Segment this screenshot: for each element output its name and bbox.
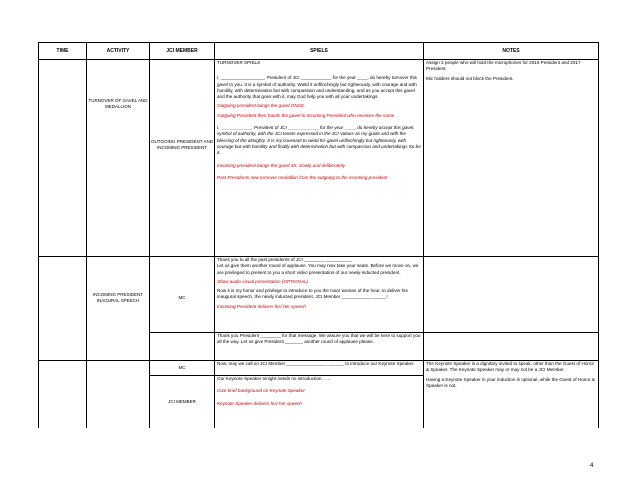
member-jci-member: JCI MEMBER (168, 398, 196, 404)
table-col-divider (149, 42, 150, 428)
stage-direction: Outgoing President then hands the gavel to Incoming President who receives the same (217, 112, 395, 118)
stage-direction: Show audio visual presentation (OPTIONAL) (217, 278, 309, 284)
spiel-text: Now it is my honor and privilege to introduce to you the man/ woman of the hour, to deliver his inaugural speech, the newly inducted president, JCI Member ____________ _____! (217, 288, 408, 300)
header-spiels: SPIELS (310, 48, 328, 54)
table-border-left (38, 42, 39, 428)
spiel-text: Let us give them another round of applause. You may now take your seats. Before we move on, we are privileged to present to you a short video presentation of our newly-inducted president. (217, 263, 419, 275)
header-jci-member: JCI MEMBER (166, 48, 198, 54)
header-time: TIME (56, 48, 69, 54)
stage-direction: Outgoing president bangs the gavel ONCE. (217, 103, 306, 109)
stage-direction: Incoming President delivers his/ her speech (217, 303, 306, 309)
spiel-incoming-oath: I, ____________, President of JCI ____________ for the year ____, do hereby accept this gavel, symbol of authority, with the JCI tenets expressed in the JCI Values as my guide and with the blessing of the almighty. It is my covenant to wield his gavel unflinchingly but righteously, with courage but with humility and finally with determination but with compassion and undertakings So be it. (217, 125, 421, 156)
stage-direction: Incoming president bangs the gavel 3X, slowly and deliberately (217, 162, 346, 168)
table-border-right (598, 42, 599, 428)
note-text: Assign 2 people who will hold the microphones for 2016 President and 2017 President. (426, 60, 581, 72)
spiel-inaugural (215, 256, 423, 332)
stage-direction: Past Presidents now turnover medallion from the outgoing to the incoming president (217, 174, 388, 180)
member-mc: MC (178, 364, 186, 370)
spiel-title: TURNOVER SPIELS (217, 60, 261, 65)
spiel-thank-you: Thank you President ________ for that message. We assure you that we will be here to support you all the way. Let us give President _______ another round of applause please. (217, 333, 421, 345)
spiel-keynote-intro (215, 375, 423, 428)
table-border-top (38, 42, 599, 43)
spiel-keynote-call: Now, may we call on JCI Member ________________ ______ to introduce our Keynote Speaker. (217, 361, 415, 366)
activity-turnover-gavel: TURNOVER OF GAVEL AND MEDALLION (88, 97, 148, 109)
spiel-text: Our Keynote Speaker tonight needs no introduction…… (217, 376, 331, 381)
spiel-turnover-gavel (215, 59, 423, 256)
stage-direction: Give brief background on Keynote Speaker (217, 388, 305, 394)
spiel-text: Thank you to all the past presidents of JCI ________ __________. (217, 257, 353, 262)
table-col-divider (86, 42, 87, 428)
notes-keynote (424, 360, 598, 420)
header-notes: NOTES (502, 48, 520, 54)
note-text: The Keynote Speaker is a dignitary invited to speak, other than the Guest of Honor & Speaker. The Keynote Speaker may or may not be a JCI Member. (426, 361, 595, 373)
stage-direction: Keynote Speaker delivers his/ her speech (217, 400, 302, 406)
note-text: Having a Keynote Speaker in your induction is optional, while the Guest of Honor & Speaker is not. (426, 376, 595, 388)
spiel-outgoing-oath: I, _________________, President of JCI ____________ for the year ____, do hereby turnover this gavel to you. It is a symbol of authority. Wield it unflinchingly but righteously, with courage and with humility, with determination but with compassion and understanding, and as you accept this gavel and the authority that goes with it, may God help you with all your undertakings. (217, 75, 417, 100)
note-text: Mic holders should not block the President. (426, 75, 514, 81)
member-outgoing-incoming-president: OUTGOING PRESIDENT AND INCOMING PRESIDENT (151, 138, 213, 150)
activity-inaugural-speech: INCOMING PRESIDENT INAGURAL SPEECH (92, 291, 143, 303)
notes-turnover-gavel (424, 59, 598, 119)
member-mc: MC (178, 294, 186, 300)
header-activity: ACTIVITY (106, 48, 130, 54)
page-number: 4 (590, 463, 594, 469)
